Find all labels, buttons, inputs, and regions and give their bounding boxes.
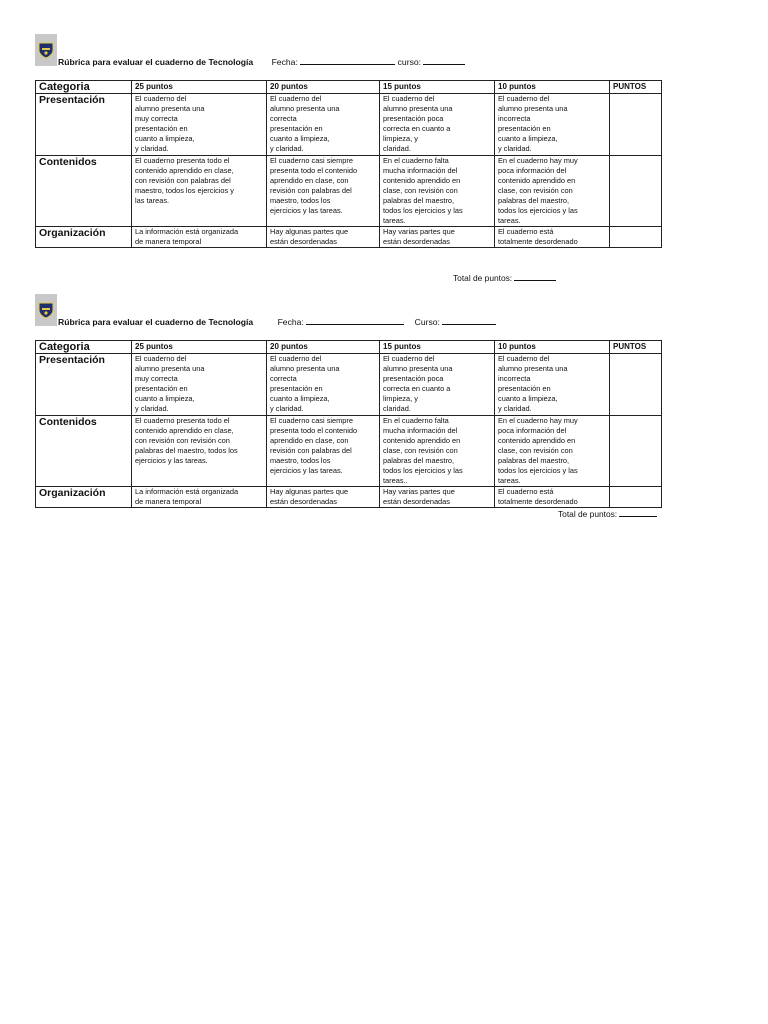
- header-10: 10 puntos: [495, 81, 610, 94]
- points-cell[interactable]: [610, 487, 662, 508]
- date-blank[interactable]: [306, 316, 404, 325]
- rubric-table: [35, 340, 662, 508]
- rubric-title: Rúbrica para evaluar el cuaderno de Tecnología: [58, 57, 254, 67]
- rubric-title: Rúbrica para evaluar el cuaderno de Tecnología: [58, 317, 254, 327]
- header-row: [36, 81, 662, 94]
- header-row: [36, 341, 662, 354]
- points-cell[interactable]: [610, 354, 662, 416]
- total-blank[interactable]: [619, 508, 657, 517]
- criterion-cell: Hay algunas partes que están desordenadas: [267, 487, 380, 508]
- criterion-cell: El cuaderno del alumno presenta una incorrecta presentación en cuanto a limpieza, y claridad.: [495, 354, 610, 416]
- points-cell[interactable]: [610, 227, 662, 248]
- date-blank[interactable]: [300, 56, 395, 65]
- criterion-cell: El cuaderno del alumno presenta una correcta presentación en cuanto a limpieza, y claridad.: [267, 94, 380, 156]
- criterion-cell: Hay varias partes que están desordenadas: [380, 227, 495, 248]
- criterion-cell: El cuaderno presenta todo el contenido aprendido en clase, con revisión con palabras del maestro, todos los ejercicios y las tareas.: [132, 155, 267, 227]
- table-row: [36, 94, 662, 156]
- school-crest-icon: [35, 34, 57, 66]
- criterion-cell: El cuaderno del alumno presenta una correcta presentación en cuanto a limpieza, y claridad.: [267, 354, 380, 416]
- criterion-cell: En el cuaderno hay muy poca información del contenido aprendido en clase, con revisión con palabras del maestro, todos los ejercicios y las tareas.: [495, 155, 610, 227]
- category-contenidos: Contenidos: [36, 415, 132, 487]
- header-15: 15 puntos: [380, 81, 495, 94]
- table-row: [36, 487, 662, 508]
- criterion-cell: El cuaderno casi siempre presenta todo el contenido aprendido en clase, con revisión con palabras del maestro, todos los ejercicios y las tareas.: [267, 415, 380, 487]
- total-blank[interactable]: [514, 272, 556, 281]
- course-label: curso:: [397, 57, 422, 67]
- course-blank[interactable]: [423, 56, 465, 65]
- school-crest-icon: [35, 294, 57, 326]
- header-25: 25 puntos: [132, 81, 267, 94]
- date-label: Fecha:: [271, 57, 298, 67]
- criterion-cell: La información está organizada de manera temporal: [132, 487, 267, 508]
- criterion-cell: El cuaderno del alumno presenta una muy correcta presentación en cuanto a limpieza, y claridad.: [132, 354, 267, 416]
- category-contenidos: Contenidos: [36, 155, 132, 227]
- course-blank[interactable]: [442, 316, 496, 325]
- criterion-cell: El cuaderno está totalmente desordenado: [495, 487, 610, 508]
- total-label: Total de puntos:: [453, 273, 513, 283]
- criterion-cell: El cuaderno del alumno presenta una presentación poca correcta en cuanto a limpieza, y claridad.: [380, 94, 495, 156]
- criterion-cell: Hay varias partes que están desordenadas: [380, 487, 495, 508]
- criterion-cell: En el cuaderno hay muy poca información del contenido aprendido en clase, con revisión con palabras del maestro, todos los ejercicios y las tareas.: [495, 415, 610, 487]
- criterion-cell: El cuaderno del alumno presenta una muy correcta presentación en cuanto a limpieza, y claridad.: [132, 94, 267, 156]
- category-organizacion: Organización: [36, 227, 132, 248]
- total-label: Total de puntos:: [558, 509, 618, 519]
- date-label: Fecha:: [277, 317, 304, 327]
- criterion-cell: El cuaderno casi siempre presenta todo el contenido aprendido en clase, con revisión con palabras del maestro, todos los ejercicios y las tareas.: [267, 155, 380, 227]
- criterion-cell: Hay algunas partes que están desordenadas: [267, 227, 380, 248]
- table-row: [36, 227, 662, 248]
- criterion-cell: La información está organizada de manera temporal: [132, 227, 267, 248]
- header-10: 10 puntos: [495, 341, 610, 354]
- header-category: Categoria: [36, 341, 132, 354]
- total-points: [453, 272, 556, 283]
- category-presentacion: Presentación: [36, 354, 132, 416]
- table-row: [36, 354, 662, 416]
- header-25: 25 puntos: [132, 341, 267, 354]
- header-puntos: PUNTOS: [610, 81, 662, 94]
- table-row: [36, 155, 662, 227]
- criterion-cell: El cuaderno está totalmente desordenado: [495, 227, 610, 248]
- header-category: Categoria: [36, 81, 132, 94]
- total-points: [558, 508, 657, 519]
- points-cell[interactable]: [610, 155, 662, 227]
- rubric-table: [35, 80, 662, 248]
- category-organizacion: Organización: [36, 487, 132, 508]
- header-puntos: PUNTOS: [610, 341, 662, 354]
- course-label: Curso:: [414, 317, 440, 327]
- category-presentacion: Presentación: [36, 94, 132, 156]
- header-15: 15 puntos: [380, 341, 495, 354]
- criterion-cell: En el cuaderno falta mucha información del contenido aprendido en clase, con revisión con palabras del maestro, todos los ejercicios y las tareas.: [380, 155, 495, 227]
- table-row: [36, 415, 662, 487]
- header-line: [58, 56, 465, 67]
- criterion-cell: El cuaderno del alumno presenta una presentación poca correcta en cuanto a limpieza, y claridad.: [380, 354, 495, 416]
- points-cell[interactable]: [610, 94, 662, 156]
- header-20: 20 puntos: [267, 341, 380, 354]
- header-line: [58, 316, 496, 327]
- criterion-cell: El cuaderno presenta todo el contenido aprendido en clase, con revisión con revisión con palabras del maestro, todos los ejercicios y las tareas.: [132, 415, 267, 487]
- criterion-cell: El cuaderno del alumno presenta una incorrecta presentación en cuanto a limpieza, y claridad.: [495, 94, 610, 156]
- points-cell[interactable]: [610, 415, 662, 487]
- header-20: 20 puntos: [267, 81, 380, 94]
- criterion-cell: En el cuaderno falta mucha información del contenido aprendido en clase, con revisión con palabras del maestro, todos los ejercicios y las tareas..: [380, 415, 495, 487]
